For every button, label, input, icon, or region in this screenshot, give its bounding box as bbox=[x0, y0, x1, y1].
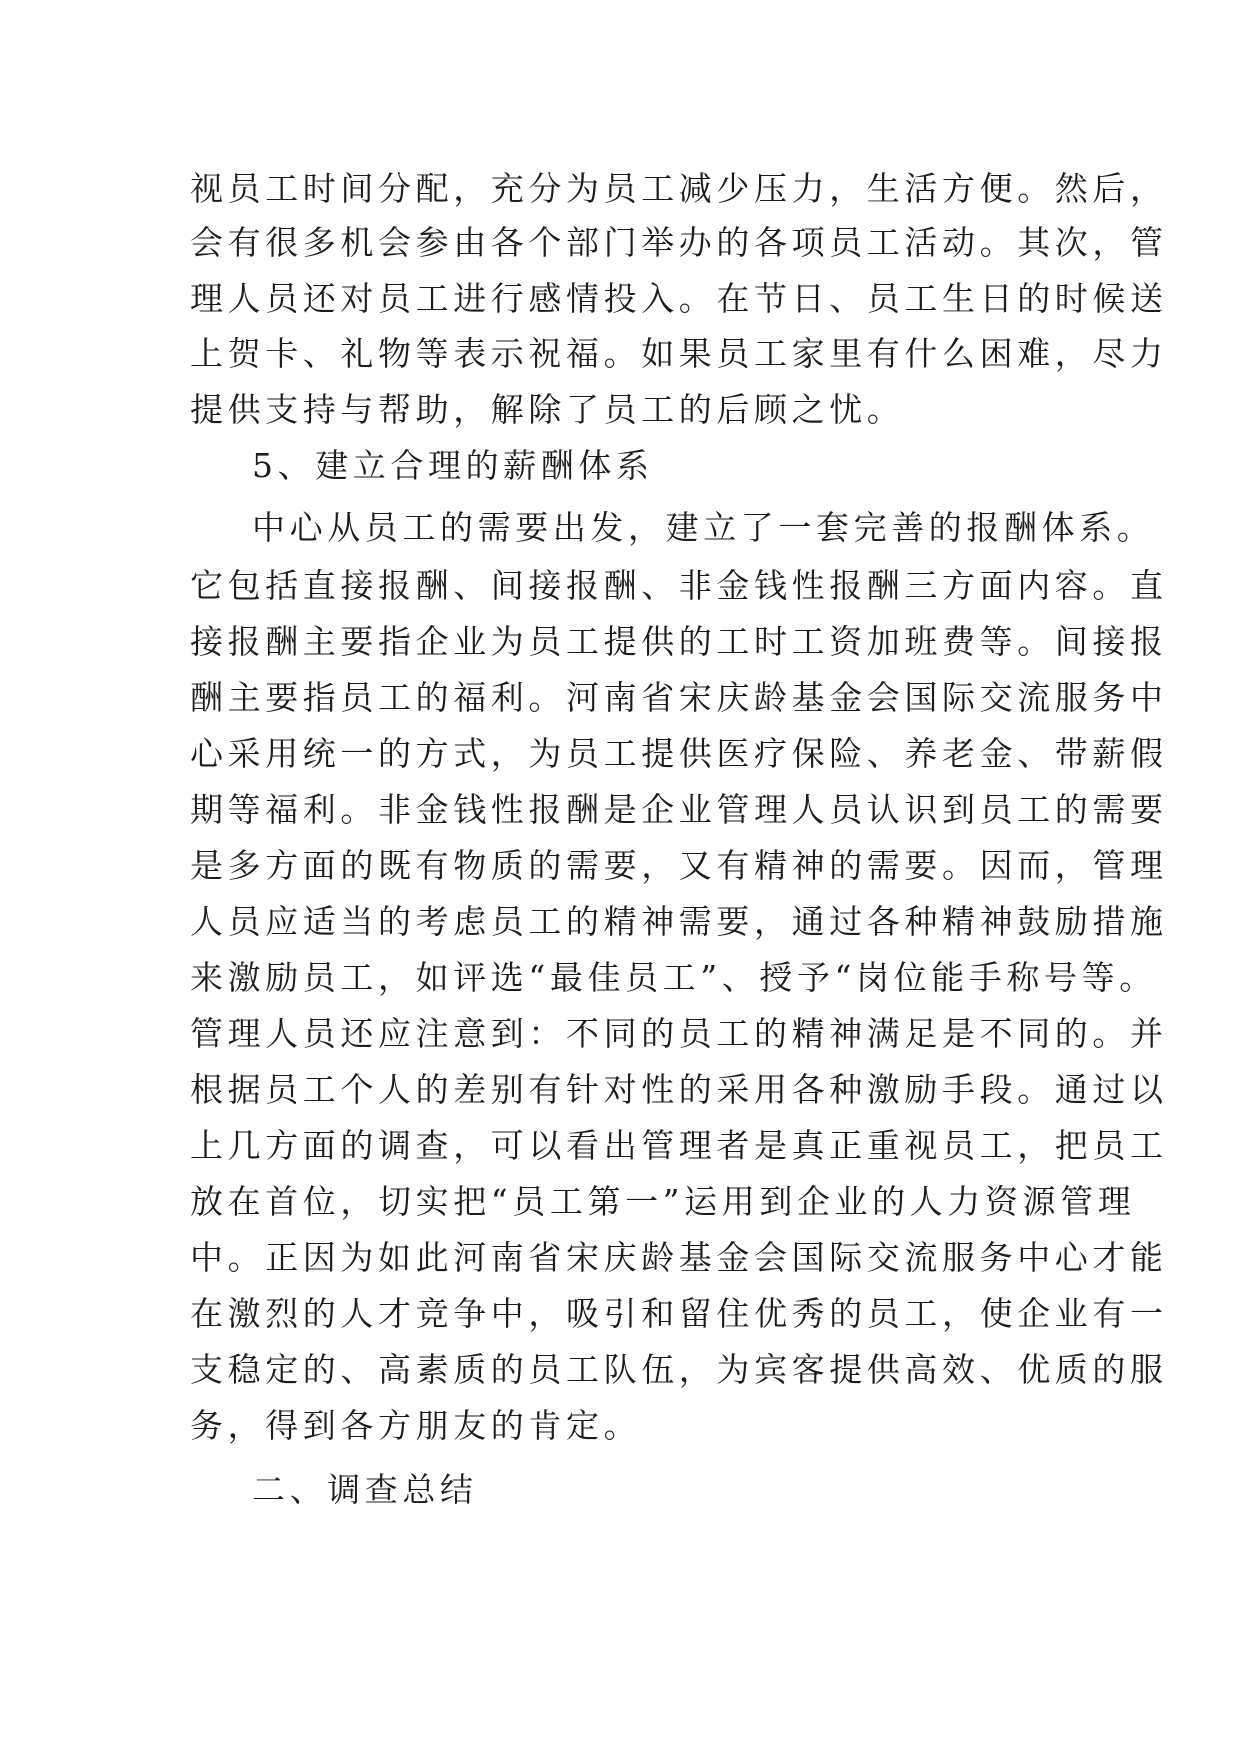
text-line: 提供支持与帮助，解除了员工的后顾之忧。 bbox=[190, 390, 905, 429]
text-line: 中。正因为如此河南省宋庆龄基金会国际交流服务中心才能 bbox=[190, 1238, 1168, 1277]
text-line: 期等福利。非金钱性报酬是企业管理人员认识到员工的需要 bbox=[190, 790, 1168, 829]
text-line: 来激励员工，如评选“最佳员工”、授予“岗位能手称号等。 bbox=[190, 958, 1157, 997]
text-line: 支稳定的、高素质的员工队伍，为宾客提供高效、优质的服 bbox=[190, 1350, 1168, 1389]
text-line: 上几方面的调查，可以看出管理者是真正重视员工，把员工 bbox=[190, 1126, 1168, 1165]
text-line: 接报酬主要指企业为员工提供的工时工资加班费等。间接报 bbox=[190, 622, 1168, 661]
text-line: 根据员工个人的差别有针对性的采用各种激励手段。通过以 bbox=[190, 1070, 1168, 1109]
text-line: 是多方面的既有物质的需要，又有精神的需要。因而，管理 bbox=[190, 846, 1168, 885]
text-line: 它包括直接报酬、间接报酬、非金钱性报酬三方面内容。直 bbox=[190, 566, 1168, 605]
text-line: 视员工时间分配，充分为员工减少压力，生活方便。然后， bbox=[190, 169, 1168, 208]
paragraph-first-line: 中心从员工的需要出发，建立了一套完善的报酬体系。 bbox=[252, 508, 1155, 547]
text-line: 人员应适当的考虑员工的精神需要，通过各种精神鼓励措施 bbox=[190, 902, 1168, 941]
text-line: 放在首位，切实把“员工第一”运用到企业的人力资源管理 bbox=[190, 1182, 1136, 1221]
section-heading: 5、建立合理的薪酬体系 bbox=[252, 446, 654, 485]
section-heading: 二、调查总结 bbox=[252, 1470, 478, 1509]
text-line: 在激烈的人才竞争中，吸引和留住优秀的员工，使企业有一 bbox=[190, 1294, 1168, 1333]
text-line: 管理人员还应注意到：不同的员工的精神满足是不同的。并 bbox=[190, 1014, 1168, 1053]
text-line: 务，得到各方朋友的肯定。 bbox=[190, 1406, 642, 1445]
text-line: 心采用统一的方式，为员工提供医疗保险、养老金、带薪假 bbox=[190, 734, 1168, 773]
text-line: 理人员还对员工进行感情投入。在节日、员工生日的时候送 bbox=[190, 279, 1168, 318]
text-line: 会有很多机会参由各个部门举办的各项员工活动。其次，管 bbox=[190, 223, 1168, 262]
text-line: 酬主要指员工的福利。河南省宋庆龄基金会国际交流服务中 bbox=[190, 678, 1168, 717]
text-line: 上贺卡、礼物等表示祝福。如果员工家里有什么困难，尽力 bbox=[190, 334, 1168, 373]
